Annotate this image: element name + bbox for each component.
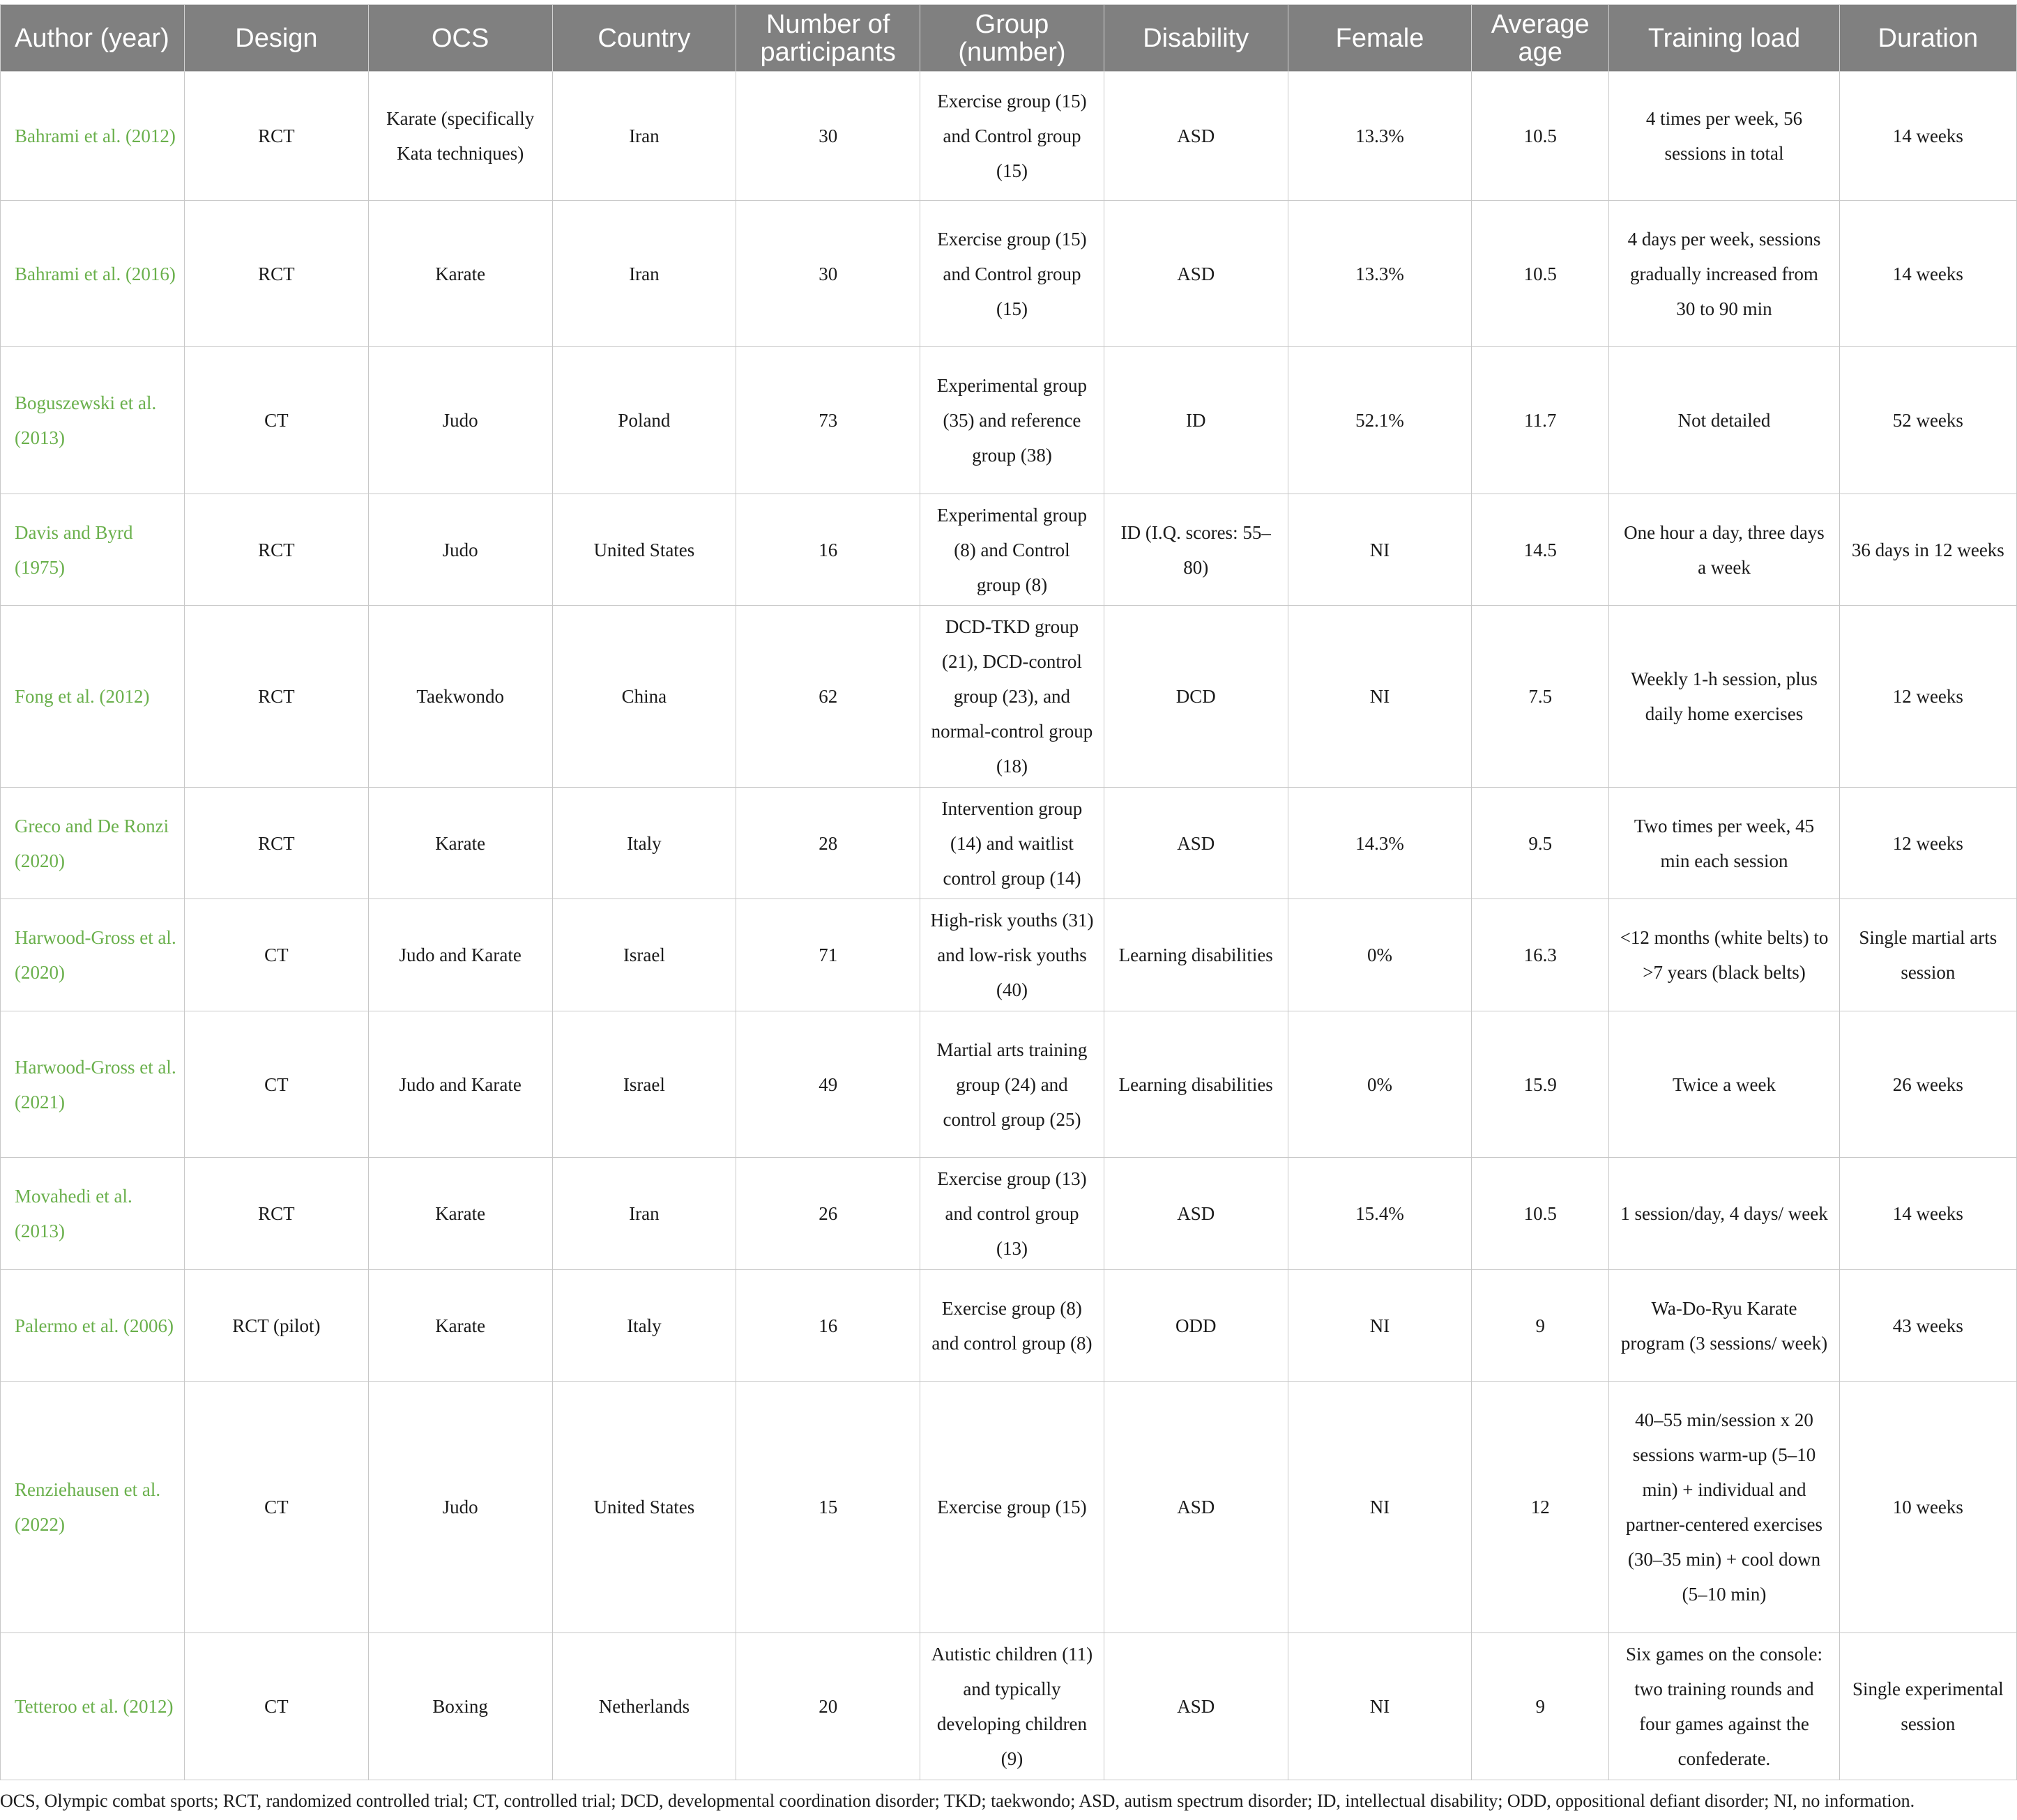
cell-age: 15.9 [1472, 1011, 1609, 1158]
cell-disability: ODD [1104, 1270, 1288, 1382]
cell-ocs: Karate [368, 1158, 552, 1270]
cell-female: 0% [1288, 899, 1471, 1011]
cell-design: CT [185, 1011, 368, 1158]
cell-country: United States [552, 1382, 736, 1633]
cell-group: Exercise group (13) and control group (13) [920, 1158, 1104, 1270]
cell-training: Twice a week [1609, 1011, 1839, 1158]
cell-country: Iran [552, 72, 736, 201]
cell-disability: Learning disabilities [1104, 899, 1288, 1011]
header-training: Training load [1609, 5, 1839, 72]
table-row [1, 72, 2017, 201]
cell-duration: 52 weeks [1839, 347, 2016, 494]
table-row [1, 788, 2017, 899]
cell-group: Exercise group (15) and Control group (15) [920, 72, 1104, 201]
header-participants: Number of participants [736, 5, 920, 72]
cell-author[interactable]: Tetteroo et al. (2012) [1, 1633, 185, 1780]
cell-participants: 62 [736, 606, 920, 788]
cell-female: 14.3% [1288, 788, 1471, 899]
cell-female: 52.1% [1288, 347, 1471, 494]
header-disability: Disability [1104, 5, 1288, 72]
cell-group: DCD-TKD group (21), DCD-control group (23), and normal-control group (18) [920, 606, 1104, 788]
cell-participants: 30 [736, 72, 920, 201]
cell-disability: ID (I.Q. scores: 55–80) [1104, 494, 1288, 606]
cell-country: Italy [552, 788, 736, 899]
table-row [1, 1633, 2017, 1780]
cell-country: China [552, 606, 736, 788]
cell-country: Iran [552, 1158, 736, 1270]
cell-design: CT [185, 347, 368, 494]
cell-training: 4 days per week, sessions gradually increased from 30 to 90 min [1609, 201, 1839, 347]
cell-training: 40–55 min/session x 20 sessions warm-up (5–10 min) + individual and partner-centered exercises (30–35 min) + cool down (5–10 min) [1609, 1382, 1839, 1633]
table-row [1, 201, 2017, 347]
header-author: Author (year) [1, 5, 185, 72]
cell-design: RCT [185, 788, 368, 899]
cell-ocs: Karate [368, 788, 552, 899]
cell-age: 10.5 [1472, 72, 1609, 201]
table-footnote: OCS, Olympic combat sports; RCT, randomized controlled trial; CT, controlled trial; DCD, developmental coordination disorder; TKD; taekwondo; ASD, autism spectrum disorder; ID, intellectual disability; ODD, oppositional defiant disorder; NI, no information. [0, 1791, 1915, 1811]
cell-age: 10.5 [1472, 1158, 1609, 1270]
cell-design: RCT [185, 1158, 368, 1270]
cell-group: Exercise group (8) and control group (8) [920, 1270, 1104, 1382]
cell-author[interactable]: Bahrami et al. (2012) [1, 72, 185, 201]
cell-age: 16.3 [1472, 899, 1609, 1011]
cell-duration: 12 weeks [1839, 788, 2016, 899]
cell-author[interactable]: Greco and De Ronzi (2020) [1, 788, 185, 899]
cell-participants: 26 [736, 1158, 920, 1270]
table-row [1, 606, 2017, 788]
cell-disability: ASD [1104, 1382, 1288, 1633]
cell-female: NI [1288, 1270, 1471, 1382]
cell-author[interactable]: Harwood-Gross et al. (2021) [1, 1011, 185, 1158]
cell-author[interactable]: Harwood-Gross et al. (2020) [1, 899, 185, 1011]
cell-group: Autistic children (11) and typically developing children (9) [920, 1633, 1104, 1780]
cell-group: High-risk youths (31) and low-risk youths (40) [920, 899, 1104, 1011]
table-body [1, 72, 2017, 1780]
header-group: Group (number) [920, 5, 1104, 72]
cell-ocs: Judo [368, 347, 552, 494]
cell-duration: 14 weeks [1839, 72, 2016, 201]
cell-participants: 73 [736, 347, 920, 494]
cell-participants: 15 [736, 1382, 920, 1633]
cell-training: Two times per week, 45 min each session [1609, 788, 1839, 899]
cell-disability: ASD [1104, 72, 1288, 201]
cell-duration: 12 weeks [1839, 606, 2016, 788]
cell-participants: 16 [736, 1270, 920, 1382]
table-row [1, 494, 2017, 606]
cell-country: Israel [552, 899, 736, 1011]
cell-age: 9.5 [1472, 788, 1609, 899]
cell-author[interactable]: Fong et al. (2012) [1, 606, 185, 788]
table-row [1, 1270, 2017, 1382]
header-female: Female [1288, 5, 1471, 72]
cell-design: CT [185, 1633, 368, 1780]
cell-age: 9 [1472, 1270, 1609, 1382]
cell-duration: 36 days in 12 weeks [1839, 494, 2016, 606]
cell-author[interactable]: Davis and Byrd (1975) [1, 494, 185, 606]
cell-female: 13.3% [1288, 201, 1471, 347]
cell-group: Experimental group (35) and reference group (38) [920, 347, 1104, 494]
cell-duration: 43 weeks [1839, 1270, 2016, 1382]
cell-ocs: Taekwondo [368, 606, 552, 788]
cell-ocs: Judo [368, 494, 552, 606]
cell-design: CT [185, 899, 368, 1011]
cell-country: Poland [552, 347, 736, 494]
cell-training: 4 times per week, 56 sessions in total [1609, 72, 1839, 201]
cell-training: Wa-Do-Ryu Karate program (3 sessions/ week) [1609, 1270, 1839, 1382]
cell-group: Exercise group (15) [920, 1382, 1104, 1633]
header-row [1, 5, 2017, 72]
cell-training: Not detailed [1609, 347, 1839, 494]
cell-group: Intervention group (14) and waitlist control group (14) [920, 788, 1104, 899]
cell-training: 1 session/day, 4 days/ week [1609, 1158, 1839, 1270]
cell-author[interactable]: Palermo et al. (2006) [1, 1270, 185, 1382]
cell-author[interactable]: Movahedi et al. (2013) [1, 1158, 185, 1270]
studies-table [0, 4, 2017, 1780]
cell-design: RCT [185, 494, 368, 606]
cell-ocs: Judo and Karate [368, 899, 552, 1011]
cell-training: <12 months (white belts) to >7 years (black belts) [1609, 899, 1839, 1011]
cell-participants: 30 [736, 201, 920, 347]
cell-ocs: Judo and Karate [368, 1011, 552, 1158]
header-ocs: OCS [368, 5, 552, 72]
cell-author[interactable]: Renziehausen et al. (2022) [1, 1382, 185, 1633]
cell-country: Italy [552, 1270, 736, 1382]
cell-group: Exercise group (15) and Control group (15) [920, 201, 1104, 347]
cell-duration: 26 weeks [1839, 1011, 2016, 1158]
cell-disability: ASD [1104, 1633, 1288, 1780]
cell-duration: Single experimental session [1839, 1633, 2016, 1780]
cell-participants: 49 [736, 1011, 920, 1158]
cell-age: 10.5 [1472, 201, 1609, 347]
cell-duration: 10 weeks [1839, 1382, 2016, 1633]
cell-female: NI [1288, 1633, 1471, 1780]
cell-group: Martial arts training group (24) and control group (25) [920, 1011, 1104, 1158]
cell-author[interactable]: Boguszewski et al. (2013) [1, 347, 185, 494]
cell-disability: ASD [1104, 788, 1288, 899]
cell-duration: Single martial arts session [1839, 899, 2016, 1011]
cell-author[interactable]: Bahrami et al. (2016) [1, 201, 185, 347]
cell-ocs: Judo [368, 1382, 552, 1633]
cell-disability: Learning disabilities [1104, 1011, 1288, 1158]
cell-duration: 14 weeks [1839, 201, 2016, 347]
cell-age: 14.5 [1472, 494, 1609, 606]
cell-age: 9 [1472, 1633, 1609, 1780]
table-row [1, 1382, 2017, 1633]
cell-disability: ASD [1104, 1158, 1288, 1270]
header-design: Design [185, 5, 368, 72]
cell-disability: DCD [1104, 606, 1288, 788]
cell-ocs: Karate [368, 201, 552, 347]
cell-duration: 14 weeks [1839, 1158, 2016, 1270]
cell-country: United States [552, 494, 736, 606]
table-row [1, 1158, 2017, 1270]
cell-female: 0% [1288, 1011, 1471, 1158]
header-age: Average age [1472, 5, 1609, 72]
cell-female: NI [1288, 1382, 1471, 1633]
cell-country: Iran [552, 201, 736, 347]
cell-participants: 20 [736, 1633, 920, 1780]
header-duration: Duration [1839, 5, 2016, 72]
cell-female: NI [1288, 494, 1471, 606]
cell-design: RCT [185, 606, 368, 788]
cell-design: RCT [185, 201, 368, 347]
cell-design: CT [185, 1382, 368, 1633]
cell-training: Six games on the console: two training rounds and four games against the confederate. [1609, 1633, 1839, 1780]
cell-female: 13.3% [1288, 72, 1471, 201]
cell-country: Netherlands [552, 1633, 736, 1780]
table-row [1, 899, 2017, 1011]
cell-training: Weekly 1-h session, plus daily home exercises [1609, 606, 1839, 788]
cell-design: RCT [185, 72, 368, 201]
header-country: Country [552, 5, 736, 72]
cell-age: 7.5 [1472, 606, 1609, 788]
cell-country: Israel [552, 1011, 736, 1158]
cell-group: Experimental group (8) and Control group (8) [920, 494, 1104, 606]
cell-ocs: Karate (specifically Kata techniques) [368, 72, 552, 201]
cell-ocs: Boxing [368, 1633, 552, 1780]
cell-female: 15.4% [1288, 1158, 1471, 1270]
cell-training: One hour a day, three days a week [1609, 494, 1839, 606]
cell-female: NI [1288, 606, 1471, 788]
cell-disability: ID [1104, 347, 1288, 494]
cell-participants: 71 [736, 899, 920, 1011]
cell-participants: 16 [736, 494, 920, 606]
cell-age: 12 [1472, 1382, 1609, 1633]
cell-disability: ASD [1104, 201, 1288, 347]
table-row [1, 347, 2017, 494]
cell-design: RCT (pilot) [185, 1270, 368, 1382]
table-row [1, 1011, 2017, 1158]
cell-age: 11.7 [1472, 347, 1609, 494]
cell-participants: 28 [736, 788, 920, 899]
cell-ocs: Karate [368, 1270, 552, 1382]
